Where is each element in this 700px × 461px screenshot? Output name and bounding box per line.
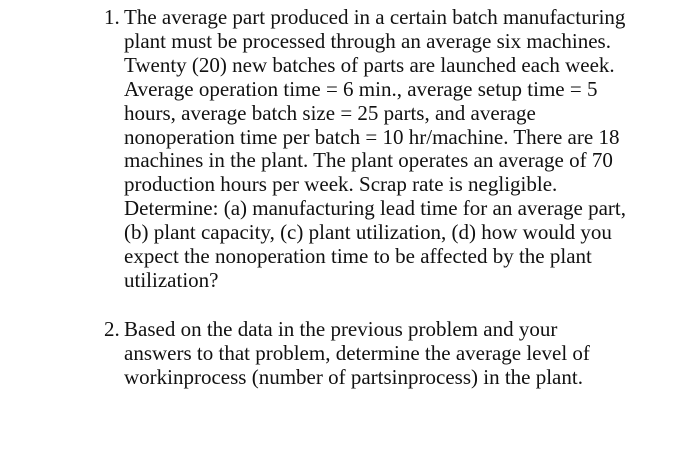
text-line: Twenty (20) new batches of parts are launched each week.	[124, 52, 615, 77]
text-line: workinprocess (number of partsinprocess) in the plant.	[124, 364, 583, 389]
problem-number: 2.	[104, 316, 120, 341]
text-line: Average operation time = 6 min., average setup time = 5	[124, 76, 598, 101]
text-line: utilization?	[124, 267, 219, 292]
text-line: The average part produced in a certain batch manufacturing	[124, 5, 626, 29]
text-line: plant must be processed through an average six machines.	[124, 28, 611, 53]
text-line: machines in the plant. The plant operates an average of 70	[124, 148, 613, 173]
problem-text	[124, 318, 694, 390]
text-line: hours, average batch size = 25 parts, and average	[124, 100, 536, 125]
problem-2	[104, 318, 694, 390]
text-line: (b) plant capacity, (c) plant utilization, (d) how would you	[124, 220, 612, 245]
problem-number: 1.	[104, 5, 120, 29]
problem-text	[124, 6, 694, 293]
problem-1	[104, 6, 694, 293]
text-line: nonoperation time per batch = 10 hr/machine. There are 18	[124, 124, 620, 149]
text-line: answers to that problem, determine the average level of	[124, 340, 590, 365]
text-line: production hours per week. Scrap rate is negligible.	[124, 172, 558, 197]
text-line: expect the nonoperation time to be affected by the plant	[124, 244, 592, 269]
document-body	[104, 6, 694, 390]
text-line: Based on the data in the previous problem and your	[124, 316, 558, 341]
text-line: Determine: (a) manufacturing lead time for an average part,	[124, 196, 627, 221]
